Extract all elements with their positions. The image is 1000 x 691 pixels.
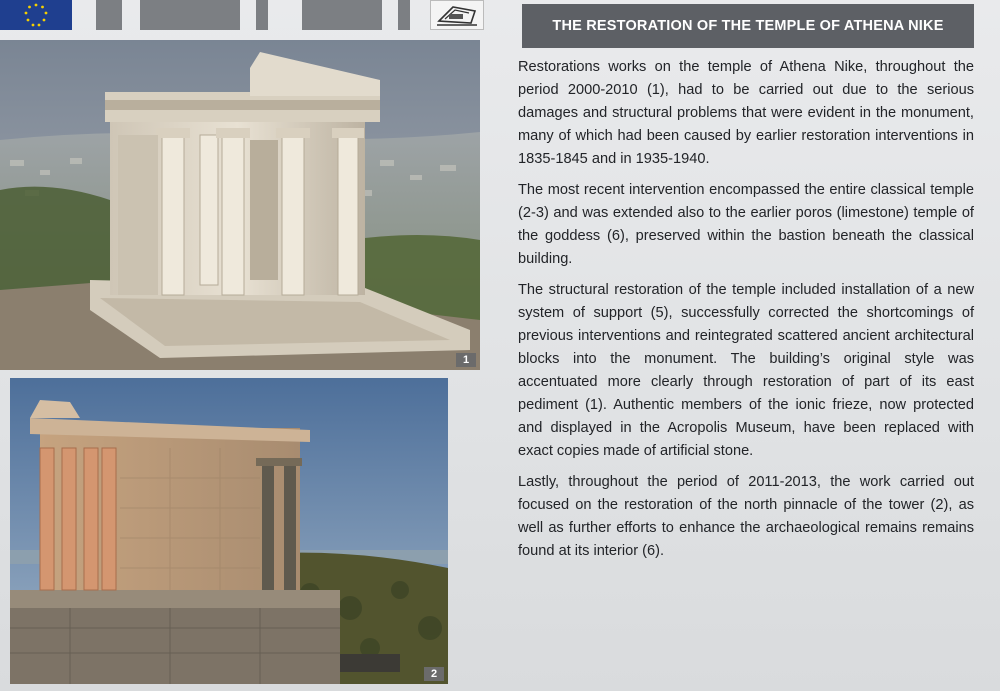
photo-number-2: 2 (424, 667, 444, 681)
header-bar (398, 0, 410, 30)
photo-number-1: 1 (456, 353, 476, 367)
header-bar (302, 0, 382, 30)
paragraph: The structural restoration of the temple included installation of a new system of support (5), successfully corrected the shortcomings of previous interventions and reintegrated scattered ancient architectural blocks into the monument. The building’s original style was accentuated more clearly through restoration of part of its east pediment (1). Authentic members of the ionic frieze, now protected and displayed in the Acropolis Museum, have been replaced with exact copies made of artificial stone. (518, 282, 974, 459)
text-panel (506, 0, 984, 691)
paragraph: Restorations works on the temple of Athena Nike, throughout the period 2000-2010 (1), had to be carried out due to the serious damages and structural problems that were evident in the monument, many of which had been caused by earlier restoration interventions in 1835-1845 and in 1935-1940. (518, 59, 974, 167)
header-bar (256, 0, 268, 30)
top-strip (0, 0, 500, 34)
panel-title: THE RESTORATION OF THE TEMPLE OF ATHENA NIKE (522, 4, 974, 48)
paragraph: Lastly, throughout the period of 2011-2013, the work carried out focused on the restoration of the north pinnacle of the tower (2), as well as further efforts to enhance the archaeological remains remains found at its interior (6). (518, 474, 974, 559)
temple-photo-2 (10, 378, 448, 684)
header-bar (96, 0, 122, 30)
header-bar (140, 0, 240, 30)
temple-photo-1 (0, 40, 480, 370)
eu-flag-icon (0, 0, 72, 30)
ministry-logo-icon (430, 0, 484, 30)
paragraph: The most recent intervention encompassed the entire classical temple (2-3) and was extended also to the earlier poros (limestone) temple of the goddess (6), preserved within the bastion beneath the classical building. (518, 182, 974, 267)
panel-body (518, 56, 974, 571)
